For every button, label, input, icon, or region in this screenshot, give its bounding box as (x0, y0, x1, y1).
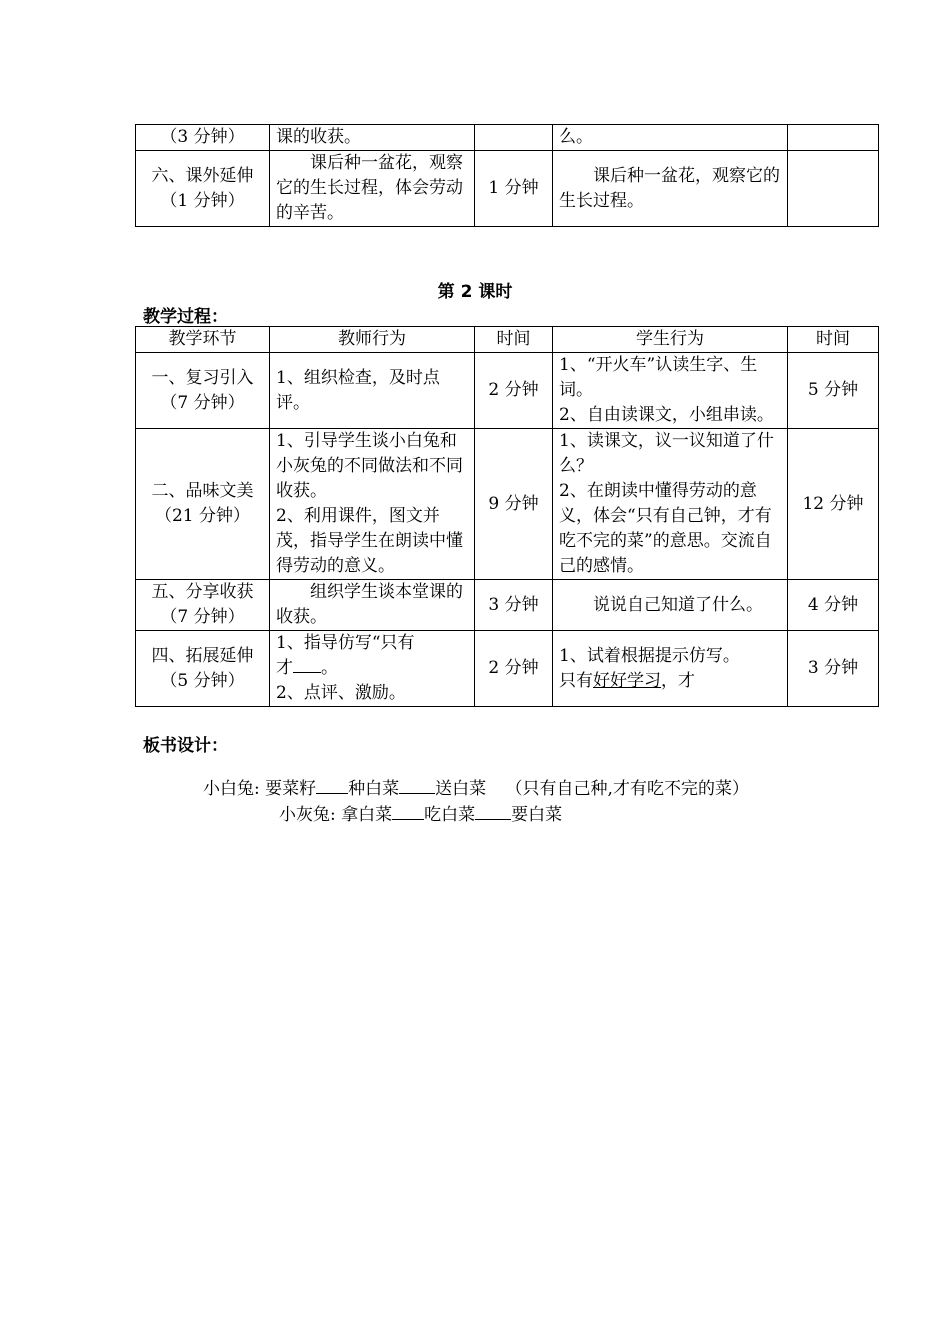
board-line-name: 小灰兔: (279, 805, 336, 825)
section-cell: （3 分钟） (136, 125, 270, 151)
board-blank (399, 777, 435, 794)
column-header: 时间 (788, 327, 879, 353)
teacher-action-cell (270, 580, 475, 631)
student-action-line: 2、自由读课文，小组串读。 (559, 405, 774, 425)
section-title: 二、品味文美 (151, 481, 254, 501)
teacher-time-cell: 3 分钟 (475, 580, 553, 631)
teacher-time-cell: 2 分钟 (475, 631, 553, 707)
student-action-line: 1、试着根据提示仿写。 (559, 645, 740, 666)
board-item: 拿白菜 (341, 805, 393, 825)
board-item: 要白菜 (511, 805, 563, 825)
student-action-line: 说说自己知道了什么。 (593, 594, 763, 615)
teacher-time-cell: 2 分钟 (475, 353, 553, 429)
section-duration: （21 分钟） (154, 506, 251, 526)
student-action-cell (553, 429, 788, 580)
teacher-action-cell (270, 429, 475, 580)
student-time-cell (788, 151, 879, 227)
process-label: 教学过程： (143, 307, 228, 327)
column-header: 学生行为 (553, 327, 788, 353)
board-line-white-rabbit (203, 774, 749, 799)
fill-in-blank (293, 656, 321, 673)
student-time-cell (788, 125, 879, 151)
student-action-line: 1、“开火车”认读生字、生词。 (559, 355, 758, 400)
column-header: 时间 (475, 327, 553, 353)
section-title: 一、复习引入 (151, 367, 254, 388)
lesson-heading: 第 2 课时 (437, 282, 513, 302)
student-time-cell: 4 分钟 (788, 580, 879, 631)
section-cell (136, 631, 270, 707)
underlined-phrase: 好好学习 (593, 670, 661, 691)
teacher-action-line: 1、指导仿写“只有 (276, 633, 415, 653)
teacher-action-line (276, 656, 468, 681)
teacher-action-cell: 课的收获。 (270, 125, 475, 151)
board-item: 种白菜 (348, 779, 400, 799)
student-time-cell: 3 分钟 (788, 631, 879, 707)
teacher-time-cell: 9 分钟 (475, 429, 553, 580)
section-title: 五、分享收获 (151, 582, 254, 602)
board-line-gray-rabbit (279, 800, 562, 825)
table-header-row (136, 327, 879, 353)
board-note: （只有自己种,才有吃不完的菜） (505, 779, 749, 799)
board-blank (475, 803, 511, 820)
student-action-line: 2、在朗读中懂得劳动的意义，体会“只有自己钟，才有吃不完的菜”的意思。交流自己的感情。 (559, 481, 772, 576)
board-item: 要菜籽 (265, 779, 317, 799)
student-action-line (559, 669, 781, 694)
lesson1-process-table-continued (135, 124, 879, 227)
student-action-cell: 课后种一盆花，观察它的生长过程。 (553, 151, 788, 227)
column-header: 教学环节 (136, 327, 270, 353)
student-time-cell: 12 分钟 (788, 429, 879, 580)
board-line-name: 小白兔: (203, 779, 260, 799)
lesson2-process-table (135, 326, 879, 707)
column-header: 教师行为 (270, 327, 475, 353)
teacher-action-cell (270, 631, 475, 707)
student-action-cell (553, 353, 788, 429)
teacher-time-cell (475, 125, 553, 151)
section-cell (136, 151, 270, 227)
table-row (136, 429, 879, 580)
student-time-cell: 5 分钟 (788, 353, 879, 429)
board-blank (316, 777, 348, 794)
teacher-action-line: 组织学生谈本堂课的收获。 (276, 582, 463, 627)
section-duration: （5 分钟） (160, 670, 245, 691)
student-action-cell (553, 580, 788, 631)
table-row (136, 125, 879, 151)
teacher-action-line: 1、组织检查，及时点评。 (276, 367, 440, 413)
teacher-action-cell: 课后种一盆花，观察它的生长过程，体会劳动的辛苦。 (270, 151, 475, 227)
teacher-line-suffix: 。 (321, 658, 338, 678)
student-action-cell: 么。 (553, 125, 788, 151)
section-duration: （1 分钟） (160, 190, 245, 211)
teacher-action-cell (270, 353, 475, 429)
teacher-time-cell: 1 分钟 (475, 151, 553, 227)
section-duration: （7 分钟） (160, 392, 245, 413)
teacher-action-line: 2、利用课件，图文并茂，指导学生在朗读中懂得劳动的意义。 (276, 506, 463, 576)
section-cell (136, 353, 270, 429)
student-action-line: 1、读课文，议一议知道了什么？ (559, 431, 774, 476)
board-blank (392, 803, 424, 820)
student-line-prefix: 只有 (559, 670, 593, 691)
student-action-cell (553, 631, 788, 707)
board-design-label: 板书设计： (143, 736, 228, 756)
table-row (136, 631, 879, 707)
board-item: 送白菜 (435, 779, 487, 799)
table-row (136, 353, 879, 429)
teacher-action-line: 1、引导学生谈小白兔和小灰兔的不同做法和不同收获。 (276, 431, 463, 501)
board-item: 吃白菜 (424, 805, 476, 825)
section-title: 四、拓展延伸 (151, 645, 254, 666)
student-line-suffix: ，才 (661, 670, 695, 691)
table-row (136, 580, 879, 631)
table-row (136, 151, 879, 227)
section-cell (136, 580, 270, 631)
teacher-line-prefix: 才 (276, 658, 293, 678)
section-cell (136, 429, 270, 580)
section-duration: （7 分钟） (160, 607, 245, 627)
teacher-action-line: 2、点评、激励。 (276, 683, 406, 703)
section-title: 六、课外延伸 (151, 165, 254, 186)
